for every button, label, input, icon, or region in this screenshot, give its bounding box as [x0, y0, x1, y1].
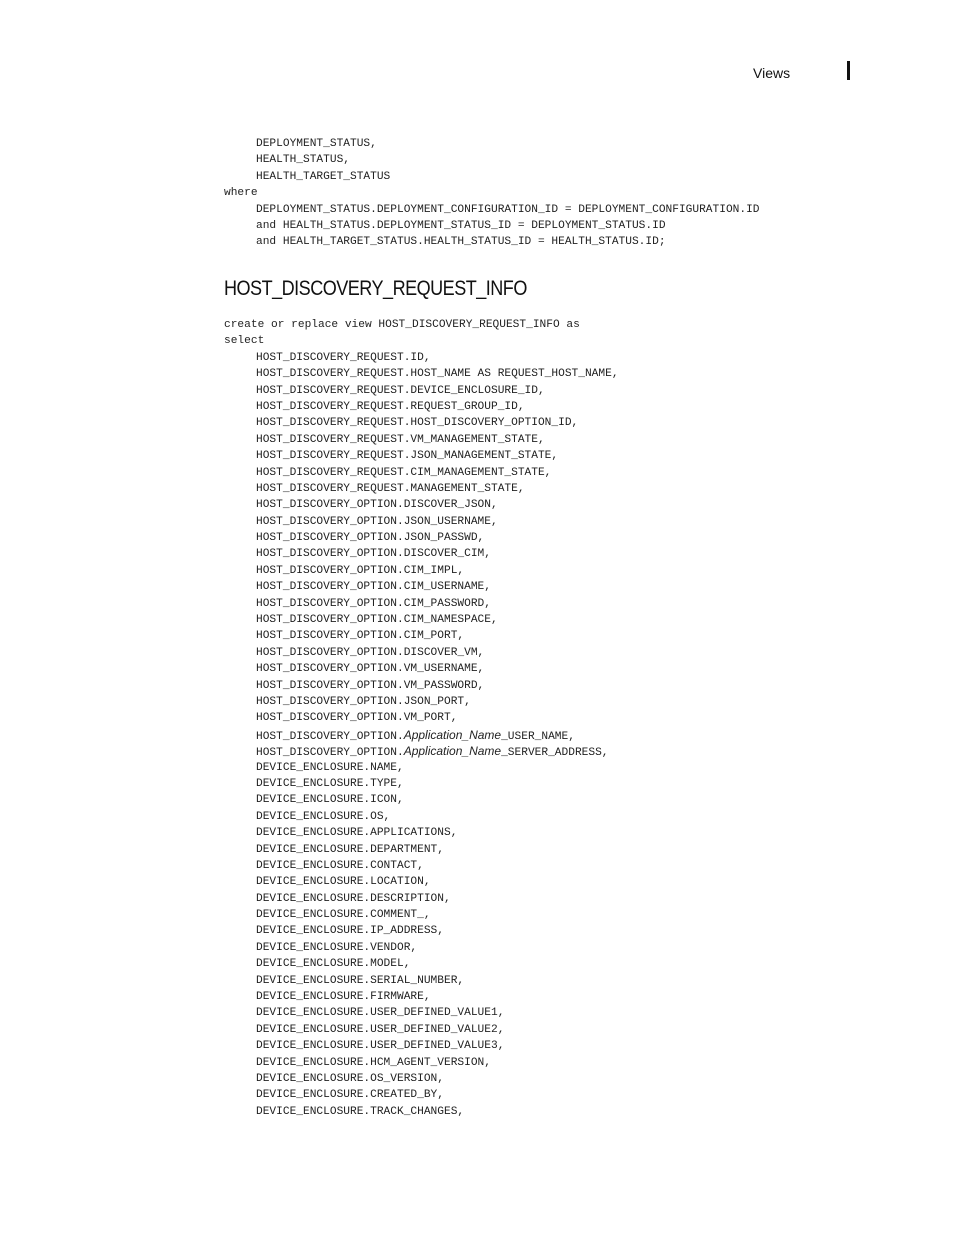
code-text: and HEALTH_STATUS.DEPLOYMENT_STATUS_ID = DEPLOYMENT_STATUS.ID: [256, 219, 666, 232]
code-text: HOST_DISCOVERY_REQUEST.VM_MANAGEMENT_STATE,: [256, 433, 545, 446]
code-text: HOST_DISCOVERY_OPTION.VM_PORT,: [256, 712, 458, 725]
code-text: and HEALTH_TARGET_STATUS.HEALTH_STATUS_ID = HEALTH_STATUS.ID;: [256, 236, 666, 249]
code-text: DEVICE_ENCLOSURE.OS_VERSION,: [256, 1072, 444, 1085]
code-line: [224, 152, 760, 168]
code-line: [224, 809, 619, 825]
code-line: [224, 579, 619, 595]
code-line: [224, 973, 619, 989]
code-line: [224, 825, 619, 841]
code-line: [224, 923, 619, 939]
code-line: [224, 760, 619, 776]
code-text: DEVICE_ENCLOSURE.COMMENT_,: [256, 909, 431, 922]
code-text: select: [224, 335, 265, 348]
code-line: [224, 366, 619, 382]
code-placeholder: Application_Name: [403, 727, 502, 742]
code-text: HOST_DISCOVERY_REQUEST.MANAGEMENT_STATE,: [256, 482, 525, 495]
code-text: HOST_DISCOVERY_REQUEST.REQUEST_GROUP_ID,: [256, 400, 525, 413]
code-text: DEVICE_ENCLOSURE.TRACK_CHANGES,: [256, 1105, 465, 1118]
code-placeholder: Application_Name: [403, 744, 502, 759]
section-heading: HOST_DISCOVERY_REQUEST_INFO: [224, 277, 527, 300]
code-line: [224, 448, 619, 464]
code-text: HOST_DISCOVERY_REQUEST.ID,: [256, 351, 431, 364]
code-line: [224, 169, 760, 185]
code-line: [224, 317, 619, 333]
code-text: DEVICE_ENCLOSURE.CREATED_BY,: [256, 1089, 444, 1102]
code-text: DEVICE_ENCLOSURE.DEPARTMENT,: [256, 843, 444, 856]
code-line: [224, 891, 619, 907]
code-line: [224, 497, 619, 513]
code-line: [224, 907, 619, 923]
code-line: [224, 940, 619, 956]
code-text: DEVICE_ENCLOSURE.ICON,: [256, 794, 404, 807]
code-block-view-definition: [224, 317, 619, 1120]
code-text: HOST_DISCOVERY_OPTION.CIM_USERNAME,: [256, 581, 491, 594]
code-text: HOST_DISCOVERY_OPTION.CIM_IMPL,: [256, 564, 465, 577]
code-line: [224, 465, 619, 481]
code-line: [224, 1038, 619, 1054]
code-text: DEVICE_ENCLOSURE.NAME,: [256, 761, 404, 774]
code-block-continuation: [224, 136, 760, 251]
code-line: [224, 1071, 619, 1087]
code-line: [224, 792, 619, 808]
code-text: HOST_DISCOVERY_OPTION.CIM_PASSWORD,: [256, 597, 491, 610]
code-line: [224, 1055, 619, 1071]
code-text: HOST_DISCOVERY_REQUEST.CIM_MANAGEMENT_STATE,: [256, 466, 552, 479]
code-text: HOST_DISCOVERY_OPTION.CIM_PORT,: [256, 630, 465, 643]
code-text: HOST_DISCOVERY_OPTION.: [256, 730, 404, 743]
code-text: DEPLOYMENT_STATUS.DEPLOYMENT_CONFIGURATION_ID = DEPLOYMENT_CONFIGURATION.ID: [256, 203, 760, 216]
code-text: HOST_DISCOVERY_REQUEST.HOST_NAME AS REQUEST_HOST_NAME,: [256, 368, 619, 381]
code-text: DEVICE_ENCLOSURE.USER_DEFINED_VALUE1,: [256, 1007, 505, 1020]
running-header-label: Views: [753, 65, 791, 81]
code-line: [224, 710, 619, 726]
code-line: [224, 628, 619, 644]
header-marker-bar: [847, 61, 850, 80]
code-text: HOST_DISCOVERY_REQUEST.JSON_MANAGEMENT_STATE,: [256, 450, 559, 463]
code-text: HOST_DISCOVERY_OPTION.CIM_NAMESPACE,: [256, 614, 498, 627]
code-text: HOST_DISCOVERY_OPTION.: [256, 747, 404, 760]
code-text: create or replace view HOST_DISCOVERY_REQUEST_INFO as: [224, 319, 580, 331]
code-text: HOST_DISCOVERY_OPTION.VM_USERNAME,: [256, 663, 485, 676]
code-line: [224, 563, 619, 579]
code-text: HOST_DISCOVERY_OPTION.JSON_PORT,: [256, 695, 471, 708]
code-line: [224, 432, 619, 448]
code-line: [224, 694, 619, 710]
code-line: [224, 136, 760, 152]
code-text: HEALTH_STATUS,: [256, 154, 350, 167]
code-line: [224, 218, 760, 234]
code-text: DEVICE_ENCLOSURE.MODEL,: [256, 958, 411, 971]
code-text: HOST_DISCOVERY_OPTION.DISCOVER_CIM,: [256, 548, 491, 561]
code-line: [224, 399, 619, 415]
code-line: [224, 185, 760, 201]
code-text: DEVICE_ENCLOSURE.IP_ADDRESS,: [256, 925, 444, 938]
code-line: [224, 514, 619, 530]
code-text: HOST_DISCOVERY_OPTION.DISCOVER_VM,: [256, 646, 485, 659]
code-line: [224, 530, 619, 546]
code-line: [224, 596, 619, 612]
code-text: DEVICE_ENCLOSURE.SERIAL_NUMBER,: [256, 974, 465, 987]
code-line: [224, 350, 619, 366]
code-line: [224, 481, 619, 497]
code-text: DEVICE_ENCLOSURE.DESCRIPTION,: [256, 892, 451, 905]
code-line: [224, 1022, 619, 1038]
code-text: HOST_DISCOVERY_OPTION.JSON_PASSWD,: [256, 532, 485, 545]
code-text: where: [224, 187, 258, 200]
code-text: DEVICE_ENCLOSURE.USER_DEFINED_VALUE3,: [256, 1040, 505, 1053]
code-line: [224, 989, 619, 1005]
code-line: [224, 1005, 619, 1021]
code-line: [224, 383, 619, 399]
code-text: DEVICE_ENCLOSURE.VENDOR,: [256, 941, 418, 954]
code-line: [224, 333, 619, 349]
code-line: [224, 858, 619, 874]
code-line: [224, 874, 619, 890]
code-text: DEVICE_ENCLOSURE.TYPE,: [256, 777, 404, 790]
code-line: [224, 727, 619, 743]
code-text: DEVICE_ENCLOSURE.LOCATION,: [256, 876, 431, 889]
code-line: [224, 612, 619, 628]
code-line: [224, 1104, 619, 1120]
code-line: [224, 546, 619, 562]
code-text: DEVICE_ENCLOSURE.FIRMWARE,: [256, 991, 431, 1004]
code-text: DEPLOYMENT_STATUS,: [256, 138, 377, 150]
code-line: [224, 1087, 619, 1103]
code-line: [224, 415, 619, 431]
code-text: HOST_DISCOVERY_REQUEST.DEVICE_ENCLOSURE_ID,: [256, 384, 545, 397]
code-text: DEVICE_ENCLOSURE.OS,: [256, 810, 391, 823]
code-text: DEVICE_ENCLOSURE.CONTACT,: [256, 859, 424, 872]
code-line: [224, 234, 760, 250]
code-line: [224, 842, 619, 858]
code-line: [224, 956, 619, 972]
code-text: _SERVER_ADDRESS,: [501, 747, 609, 760]
code-text: DEVICE_ENCLOSURE.APPLICATIONS,: [256, 827, 458, 840]
code-line: [224, 743, 619, 759]
code-text: HOST_DISCOVERY_OPTION.JSON_USERNAME,: [256, 515, 498, 528]
code-line: [224, 661, 619, 677]
code-line: [224, 776, 619, 792]
code-text: HEALTH_TARGET_STATUS: [256, 170, 391, 183]
code-text: _USER_NAME,: [501, 730, 575, 743]
code-text: HOST_DISCOVERY_REQUEST.HOST_DISCOVERY_OPTION_ID,: [256, 417, 579, 430]
code-text: DEVICE_ENCLOSURE.USER_DEFINED_VALUE2,: [256, 1023, 505, 1036]
code-text: DEVICE_ENCLOSURE.HCM_AGENT_VERSION,: [256, 1056, 491, 1069]
code-line: [224, 202, 760, 218]
code-line: [224, 678, 619, 694]
code-line: [224, 645, 619, 661]
code-text: HOST_DISCOVERY_OPTION.VM_PASSWORD,: [256, 679, 485, 692]
code-text: HOST_DISCOVERY_OPTION.DISCOVER_JSON,: [256, 499, 498, 512]
